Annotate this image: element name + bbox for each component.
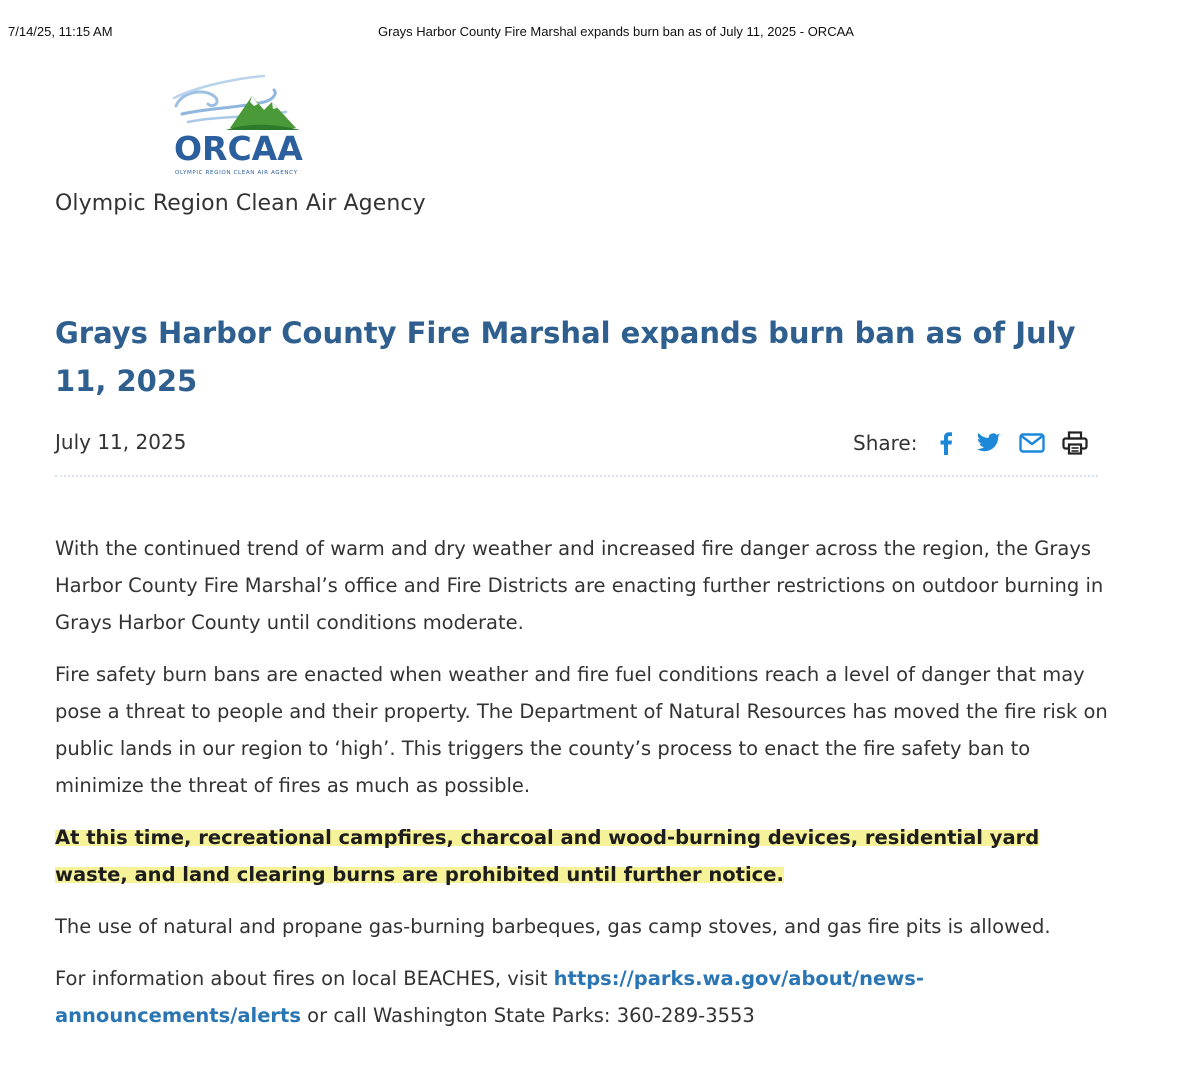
article-paragraph: The use of natural and propane gas-burning barbeques, gas camp stoves, and gas fire pits is allowed. [55, 915, 1051, 938]
title-divider [55, 475, 1098, 477]
twitter-icon[interactable] [976, 430, 1002, 456]
article-paragraph: Fire safety burn bans are enacted when weather and fire fuel conditions reach a level of danger that may pose a threat to people and their property. The Department of Natural Resources has moved the fire risk on public lands in our region to ‘high’. This triggers the county’s process to enact the fire safety ban to minimize the threat of fires as much as possible. [55, 663, 1108, 797]
logo-wordmark: ORCAA [174, 129, 303, 168]
highlighted-notice-text: At this time, recreational campfires, charcoal and wood-burning devices, residential yard waste, and land clearing burns are prohibited until further notice. [55, 826, 1040, 886]
facebook-icon[interactable] [933, 430, 959, 456]
beaches-prefix: For information about fires on local BEACHES, visit [55, 967, 554, 990]
print-header [0, 24, 1200, 44]
orcaa-logo[interactable] [168, 68, 308, 180]
print-icon[interactable] [1062, 430, 1088, 456]
share-bar [853, 428, 1088, 458]
article-paragraph: With the continued trend of warm and dry weather and increased fire danger across the region, the Grays Harbor County Fire Marshal’s office and Fire Districts are enacting further restrictions on outdoor burning in Grays Harbor County until conditions moderate. [55, 537, 1104, 634]
article-title: Grays Harbor County Fire Marshal expands burn ban as of July 11, 2025 [55, 316, 1076, 398]
parks-alerts-link[interactable]: https://parks.wa.gov/about/news-announcements/alerts [55, 967, 924, 1027]
beaches-paragraph [55, 960, 1115, 1034]
beaches-suffix: or call Washington State Parks: 360-289-3553 [300, 1004, 755, 1027]
print-page-title: Grays Harbor County Fire Marshal expands burn ban as of July 11, 2025 - ORCAA [378, 24, 854, 39]
orcaa-logo-graphic [168, 68, 308, 180]
print-datetime: 7/14/25, 11:15 AM [8, 24, 113, 39]
highlighted-notice [55, 819, 1115, 893]
article-date: July 11, 2025 [55, 430, 187, 454]
article-body [55, 530, 1115, 1049]
share-label: Share: [853, 431, 918, 455]
agency-name: Olympic Region Clean Air Agency [55, 191, 426, 216]
email-icon[interactable] [1019, 430, 1045, 456]
logo-tagline: OLYMPIC REGION CLEAN AIR AGENCY [175, 170, 297, 176]
